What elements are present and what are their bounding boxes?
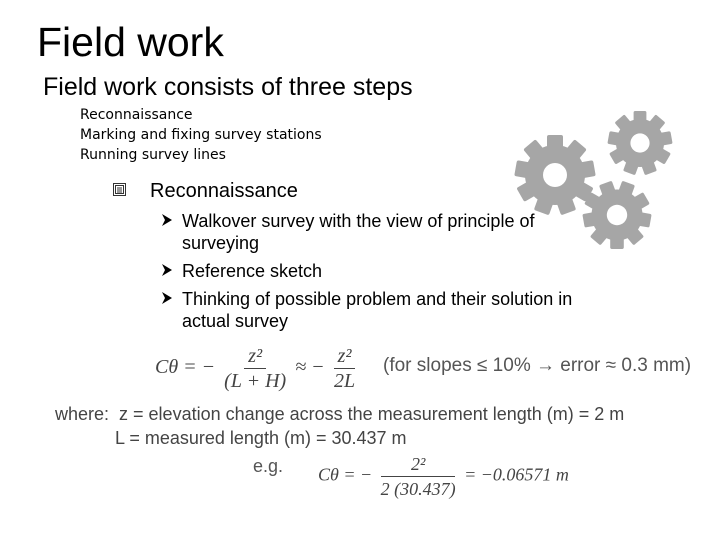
- square-bullet-icon: [113, 183, 126, 196]
- slope-correction-formula: [155, 344, 359, 393]
- step-item: Reconnaissance: [80, 107, 193, 123]
- list-item-text: Thinking of possible problem and their solution in actual survey: [182, 289, 573, 331]
- list-item-text: Walkover survey with the view of principle of surveying: [182, 211, 535, 253]
- list-item: [161, 210, 601, 254]
- formula-note: (for slopes ≤ 10% → error ≈ 0.3 mm): [383, 355, 692, 376]
- list-item-text: Reference sketch: [182, 261, 323, 281]
- list-item: [161, 288, 601, 332]
- section-items: [161, 210, 601, 338]
- formula-denominator: 2L: [334, 370, 356, 392]
- example-numerator: 2²: [381, 452, 455, 477]
- example-fraction: [381, 452, 456, 501]
- where-line: where: z = elevation change across the measurement length (m) = 2 m: [55, 404, 625, 424]
- example-result: = −0.06571 m: [464, 464, 569, 485]
- example-formula: [318, 452, 569, 501]
- formula-numerator: z²: [244, 344, 266, 369]
- formula-approx: ≈ −: [295, 356, 325, 379]
- slide-title: Field work: [37, 19, 224, 65]
- where-block: [55, 402, 624, 450]
- arrow-bullet-icon: [161, 213, 173, 227]
- steps-list: [80, 105, 322, 165]
- example-lhs: Cθ = −: [318, 464, 373, 485]
- step-item: Marking and fixing survey stations: [80, 127, 322, 143]
- arrow-bullet-icon: [161, 291, 173, 305]
- formula-fraction: [224, 344, 286, 393]
- formula-lhs: Cθ = −: [155, 356, 216, 379]
- slide-subtitle: Field work consists of three steps: [43, 73, 413, 101]
- example-denominator: 2 (30.437): [380, 479, 456, 499]
- arrow-bullet-icon: [161, 263, 173, 277]
- section-heading: Reconnaissance: [150, 180, 298, 202]
- step-item: Running survey lines: [80, 147, 226, 163]
- formula-numerator: z²: [334, 344, 356, 369]
- example-label: e.g.: [253, 456, 284, 476]
- formula-fraction: [334, 344, 356, 393]
- formula-denominator: (L + H): [224, 370, 287, 392]
- list-item: [161, 260, 601, 282]
- where-line: L = measured length (m) = 30.437 m: [55, 428, 407, 448]
